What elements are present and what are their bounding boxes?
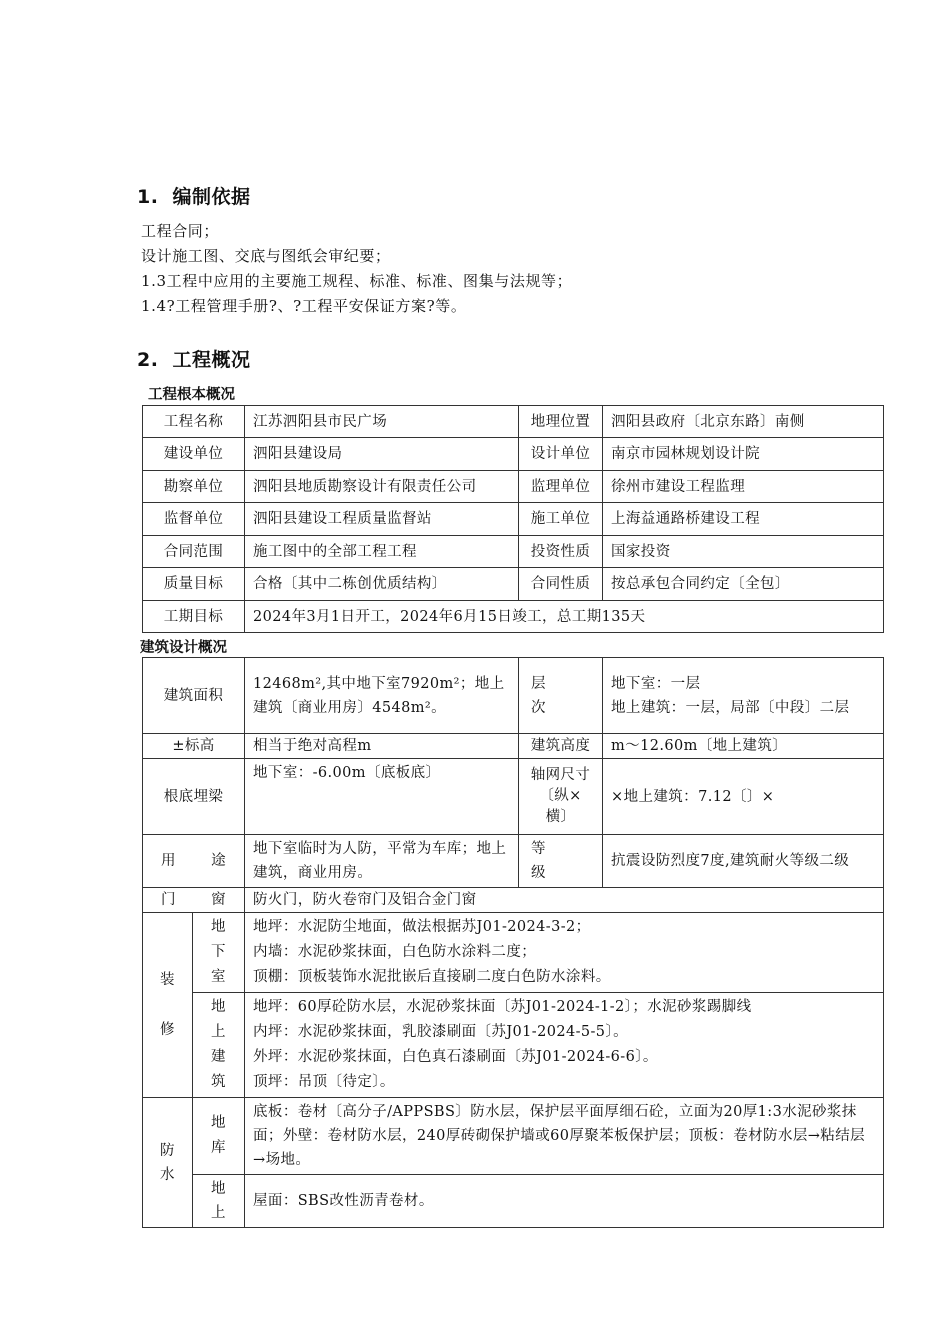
cell-value: 泗阳县建设局 <box>245 438 519 471</box>
table-row <box>143 658 884 734</box>
cell-value <box>245 993 884 1098</box>
decoration-line: 地坪：水泥防尘地面，做法根据苏J01-2024-3-2； <box>253 919 591 935</box>
above-ground-label-char: 地 <box>211 999 226 1015</box>
table-row <box>143 536 884 568</box>
cell-label: 质量目标 <box>143 568 245 601</box>
cell-label: 根底埋梁 <box>143 759 245 835</box>
table-row <box>143 734 884 759</box>
section-1-heading <box>137 182 250 209</box>
cell-value: 泗阳县建设工程质量监督站 <box>245 503 519 536</box>
garage-label <box>193 1098 245 1175</box>
cell-value: 泗阳县地质勘察设计有限责任公司 <box>245 471 519 503</box>
cell-value: 上海益通路桥建设工程 <box>603 503 884 536</box>
arch-design-title: 建筑设计概况 <box>140 640 227 656</box>
cell-value: 国家投资 <box>603 536 884 568</box>
table-row <box>143 1098 884 1175</box>
decoration-line: 顶棚：顶板装饰水泥批嵌后直接刷二度白色防水涂料。 <box>253 969 611 985</box>
cell-value: 南京市园林规划设计院 <box>603 438 884 471</box>
cell-value: 屋面：SBS改性沥青卷材。 <box>245 1175 884 1228</box>
cell-label <box>519 759 603 835</box>
cell-value: 地下室：-6.00m〔底板底〕 <box>245 759 519 835</box>
waterproof-label <box>143 1098 193 1228</box>
floors-line: 地下室：一层 <box>611 675 701 692</box>
basic-overview-title: 工程根本概况 <box>148 387 235 403</box>
table-row <box>143 835 884 888</box>
basement-label-char: 地 <box>211 919 226 935</box>
above-ground-label-char: 筑 <box>211 1074 226 1090</box>
cell-label: 合同范围 <box>143 536 245 568</box>
above-label-char: 地 <box>211 1181 226 1197</box>
cell-value: 徐州市建设工程监理 <box>603 471 884 503</box>
section-1-body <box>141 219 572 319</box>
cell-label: 施工单位 <box>519 503 603 536</box>
cell-value <box>245 913 884 993</box>
grid-label-line: 轴网尺寸 <box>530 767 591 783</box>
basis-line: 设计施工图、交底与图纸会审纪要； <box>141 247 391 265</box>
cell-value: 江苏泗阳县市民广场 <box>245 406 519 438</box>
garage-label-char: 地 <box>211 1115 226 1131</box>
decoration-label-char: 装 <box>160 972 175 988</box>
cell-value: 泗阳县政府〔北京东路〕南侧 <box>603 406 884 438</box>
basement-label <box>193 913 245 993</box>
decoration-label-char: 修 <box>160 1022 175 1038</box>
cell-label: 投资性质 <box>519 536 603 568</box>
cell-value: 底板：卷材〔高分子/APPSBS〕防水层，保护层平面厚细石砼，立面为20厚1:3水泥砂浆抹面；外壁：卷材防水层，240厚砖砌保护墙或60厚聚苯板保护层；顶板：卷材防水层→粘结层→场地。 <box>245 1098 884 1175</box>
basement-label-char: 下 <box>211 944 226 960</box>
cell-value: 12468m²,其中地下室7920m²；地上建筑〔商业用房〕4548m²。 <box>245 658 519 734</box>
grid-label-line: 〔纵× <box>539 788 582 804</box>
table-row <box>143 601 884 633</box>
decoration-line: 内坪：水泥砂浆抹面，乳胶漆刷面〔苏J01-2024-5-5〕。 <box>253 1024 628 1040</box>
cell-value: 施工图中的全部工程工程 <box>245 536 519 568</box>
waterproof-label-char: 水 <box>160 1166 175 1183</box>
cell-label: 监督单位 <box>143 503 245 536</box>
above-ground-label-char: 上 <box>211 1024 226 1040</box>
table-row <box>143 568 884 601</box>
section-1-number: 1. <box>137 186 159 208</box>
cell-label: 合同性质 <box>519 568 603 601</box>
above-ground-label-char: 建 <box>211 1049 226 1065</box>
above-ground-label <box>193 993 245 1098</box>
decoration-line: 外坪：水泥砂浆抹面，白色真石漆刷面〔苏J01-2024-6-6〕。 <box>253 1049 658 1065</box>
table-row <box>143 1175 884 1228</box>
cell-label: 地理位置 <box>519 406 603 438</box>
cell-value: 按总承包合同约定〔全包〕 <box>603 568 884 601</box>
cell-label: 监理单位 <box>519 471 603 503</box>
decoration-label <box>143 913 193 1098</box>
table-row <box>143 406 884 438</box>
garage-label-char: 库 <box>211 1140 226 1156</box>
cell-value: 合格〔其中二栋创优质结构〕 <box>245 568 519 601</box>
cell-label: 工程名称 <box>143 406 245 438</box>
cell-label: 等 级 <box>519 835 603 888</box>
table-row <box>143 503 884 536</box>
basis-line: 工程合同； <box>141 222 220 240</box>
basis-line: 1.4?工程管理手册?、?工程平安保证方案?等。 <box>141 297 467 315</box>
cell-label: 建设单位 <box>143 438 245 471</box>
basic-overview-table <box>142 405 884 633</box>
waterproof-label-char: 防 <box>160 1142 175 1159</box>
table-row <box>143 759 884 835</box>
above-label-char: 上 <box>211 1205 226 1221</box>
cell-value: m～12.60m〔地上建筑〕 <box>603 734 884 759</box>
arch-design-table <box>142 657 884 1228</box>
basis-line: 1.3工程中应用的主要施工规程、标准、标准、图集与法规等； <box>141 272 573 290</box>
decoration-line: 地坪：60厚砼防水层，水泥砂浆抹面〔苏J01-2024-1-2〕；水泥砂浆踢脚线 <box>253 999 752 1015</box>
cell-label: 门 窗 <box>143 888 245 913</box>
cell-value: 地下室临时为人防，平常为车库；地上建筑，商业用房。 <box>245 835 519 888</box>
cell-label: 勘察单位 <box>143 471 245 503</box>
table-row <box>143 993 884 1098</box>
cell-value: ×地上建筑：7.12〔〕× <box>603 759 884 835</box>
cell-value: 抗震设防烈度7度,建筑耐火等级二级 <box>603 835 884 888</box>
grid-label-line: 横〕 <box>545 809 576 825</box>
decoration-line: 内墙：水泥砂浆抹面，白色防水涂料二度； <box>253 944 537 960</box>
table-row <box>143 438 884 471</box>
cell-value <box>603 658 884 734</box>
cell-label: 建筑高度 <box>519 734 603 759</box>
cell-label: 建筑面积 <box>143 658 245 734</box>
table-row <box>143 888 884 913</box>
cell-label: ±标高 <box>143 734 245 759</box>
cell-value: 2024年3月1日开工，2024年6月15日竣工，总工期135天 <box>245 601 884 633</box>
above-label <box>193 1175 245 1228</box>
decoration-line: 顶坪：吊顶〔待定〕。 <box>253 1074 395 1090</box>
cell-value: 相当于绝对高程m <box>245 734 519 759</box>
cell-value: 防火门，防火卷帘门及铝合金门窗 <box>245 888 884 913</box>
cell-label: 设计单位 <box>519 438 603 471</box>
section-1-title: 编制依据 <box>172 186 251 208</box>
cell-label: 用 途 <box>143 835 245 888</box>
floors-line: 地上建筑：一层，局部〔中段〕二层 <box>611 699 850 716</box>
table-row <box>143 913 884 993</box>
cell-label: 层 次 <box>519 658 603 734</box>
section-2-heading <box>137 345 250 372</box>
basement-label-char: 室 <box>211 969 226 985</box>
section-2-number: 2. <box>137 349 159 371</box>
cell-label: 工期目标 <box>143 601 245 633</box>
table-row <box>143 471 884 503</box>
section-2-title: 工程概况 <box>172 349 251 371</box>
